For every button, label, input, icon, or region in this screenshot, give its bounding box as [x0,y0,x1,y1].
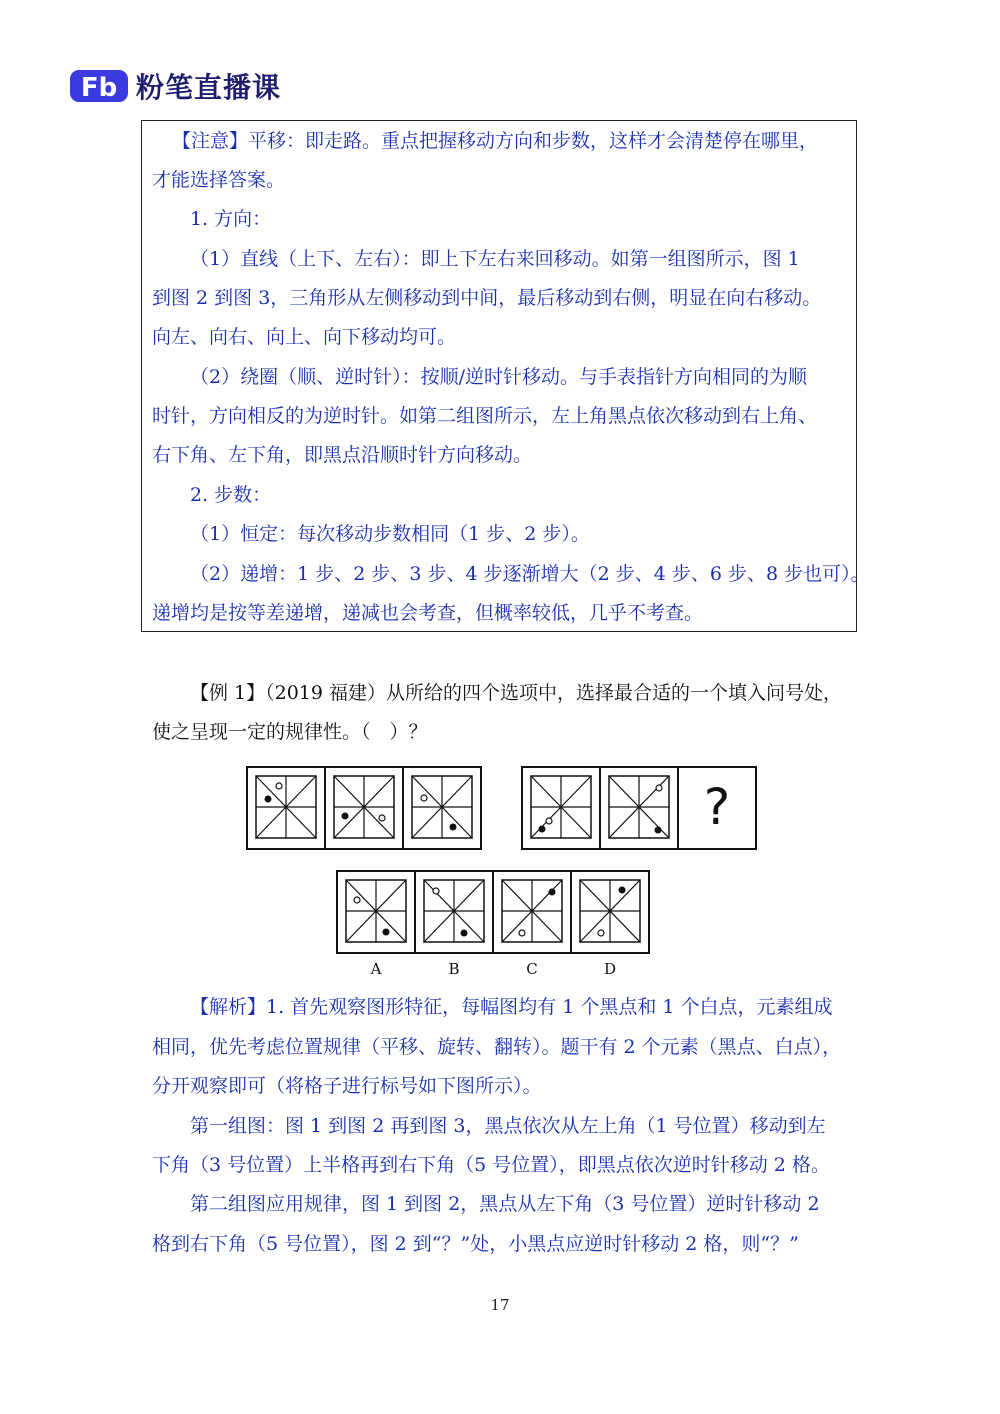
option-label-b: B [448,960,460,978]
white-dot [598,930,604,936]
black-dot [383,929,390,936]
question-panel-2 [334,776,394,838]
white-dot [354,897,360,903]
note-line: （1）恒定：每次移动步数相同（1 步、2 步）。 [190,523,590,545]
white-dot [379,815,385,821]
figure-group-1 [247,767,481,849]
option-panel-c [502,880,562,942]
brand-name: 粉笔直播课 [136,71,282,104]
analysis-line: 格到右下角（5 号位置），图 2 到“？”处，小黑点应逆时针移动 2 格，则“？” [152,1233,799,1255]
white-dot [421,795,427,801]
note-line: 2. 步数： [190,484,272,506]
analysis-line: 第一组图：图 1 到图 2 再到图 3，黑点依次从左上角（1 号位置）移动到左 [190,1115,826,1137]
note-line: 递增均是按等差递增，递减也会考查，但概率较低，几乎不考查。 [152,602,704,624]
note-line: （2）绕圈（顺、逆时针）：按顺/逆时针移动。与手表指针方向相同的为顺 [190,366,807,388]
option-panel-d [580,880,640,942]
question-panel-1 [256,776,316,838]
black-dot [539,826,546,833]
black-dot [450,824,457,831]
black-dot [655,827,662,834]
question-figure-row [246,766,758,850]
question-panel-3 [412,776,472,838]
option-panel-a [346,880,406,942]
example-line: 使之呈现一定的规律性。（ ）？ [152,721,428,743]
question-panel-5 [609,776,669,838]
note-line: 时针，方向相反的为逆时针。如第二组图所示，左上角黑点依次移动到右上角、 [152,405,818,427]
black-dot [342,813,349,820]
black-dot [549,889,556,896]
white-dot [656,785,662,791]
option-label-a: A [370,960,382,978]
option-label-d: D [603,960,617,978]
option-label-c: C [526,960,538,978]
figure-group-2 [522,767,756,849]
fenbi-logo-icon [70,66,128,106]
note-line: 【注意】平移：即走路。重点把握移动方向和步数，这样才会清楚停在哪里， [172,130,819,152]
analysis-line: 分开观察即可（将格子进行标号如下图所示）。 [152,1075,542,1097]
page-number: 17 [490,1296,510,1314]
note-line: 右下角、左下角，即黑点沿顺时针方向移动。 [152,444,533,466]
note-line: （1）直线（上下、左右）：即上下左右来回移动。如第一组图所示，图 1 [190,248,800,270]
question-panel-4 [531,776,591,838]
note-line: （2）递增：1 步、2 步、3 步、4 步逐渐增大（2 步、4 步、6 步、8 步也可）。 [190,563,870,585]
svg-text:Fb: Fb [80,73,118,103]
note-line: 向左、向右、向上、向下移动均可。 [152,326,457,348]
brand-logo [70,66,281,106]
analysis-line: 【解析】1. 首先观察图形特征，每幅图均有 1 个黑点和 1 个白点，元素组成 [190,996,833,1018]
question-mark: ? [703,778,731,836]
options-figure-row [336,870,652,982]
note-line: 才能选择答案。 [152,169,286,191]
example-line: 【例 1】（2019 福建）从所给的四个选项中，选择最合适的一个填入问号处， [190,682,843,704]
white-dot [433,888,439,894]
analysis-line: 第二组图应用规律，图 1 到图 2，黑点从左下角（3 号位置）逆时针移动 2 [190,1193,820,1215]
white-dot [546,818,552,824]
analysis-line: 相同，优先考虑位置规律（平移、旋转、翻转）。题干有 2 个元素（黑点、白点）， [152,1036,842,1058]
black-dot [461,930,468,937]
white-dot [519,930,525,936]
note-line: 1. 方向： [190,208,272,230]
black-dot [619,887,626,894]
white-dot [276,783,282,789]
option-panel-b [424,880,484,942]
analysis-line: 下角（3 号位置）上半格再到右下角（5 号位置），即黑点依次逆时针移动 2 格。 [152,1154,830,1176]
note-line: 到图 2 到图 3，三角形从左侧移动到中间，最后移动到右侧，明显在向右移动。 [152,287,822,309]
black-dot [265,796,272,803]
